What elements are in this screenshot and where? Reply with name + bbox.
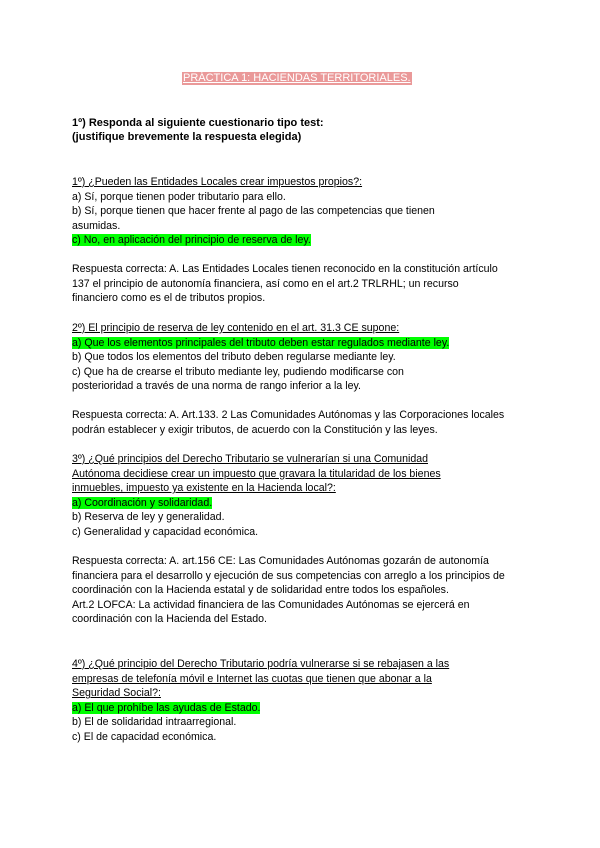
question-3 bbox=[72, 452, 532, 540]
question-4-text-line-1: 4º) ¿Qué principio del Derecho Tributario podría vulnerarse si se rebajasen a las bbox=[72, 658, 450, 670]
question-1-answer bbox=[72, 262, 532, 306]
question-3-answer-line-1: Respuesta correcta: A. art.156 CE: Las Comunidades Autónomas gozarán de autonomía bbox=[72, 555, 489, 567]
question-2-answer-line-1: Respuesta correcta: A. Art.133. 2 Las Comunidades Autónomas y las Corporaciones locales bbox=[72, 409, 505, 421]
question-1-answer-line-1: Respuesta correcta: A. Las Entidades Locales tienen reconocido en la constitución artículo bbox=[72, 263, 498, 275]
question-1-option-a: a) Sí, porque tienen poder tributario para ello. bbox=[72, 190, 286, 203]
instructions-line-1: 1º) Responda al siguiente cuestionario tipo test: bbox=[72, 117, 324, 129]
question-1-option-b-cont: asumidas. bbox=[72, 219, 121, 232]
question-4-text-line-3: Seguridad Social?: bbox=[72, 687, 161, 700]
question-2-answer bbox=[72, 408, 532, 437]
question-4-option-a-highlighted: a) El que prohíbe las ayudas de Estado. bbox=[72, 701, 261, 714]
question-2 bbox=[72, 321, 532, 394]
instructions-line-2: (justifique brevemente la respuesta elegida) bbox=[72, 131, 302, 143]
question-4-option-c: c) El de capacidad económica. bbox=[72, 730, 217, 743]
document-title: PRÁCTICA 1: HACIENDAS TERRITORIALES. bbox=[183, 72, 411, 84]
question-1-answer-line-3: financiero como es el de tributos propios. bbox=[72, 292, 266, 305]
question-1-text: 1º) ¿Pueden las Entidades Locales crear impuestos propios?: bbox=[72, 176, 363, 188]
question-3-text-line-2: Autónoma decidiese crear un impuesto que gravara la titularidad de los bienes bbox=[72, 467, 441, 480]
question-1-option-c-highlighted: c) No, en aplicación del principio de reserva de ley. bbox=[72, 234, 311, 247]
question-3-option-a-highlighted: a) Coordinación y solidaridad. bbox=[72, 496, 213, 509]
question-1-option-b: b) Sí, porque tienen que hacer frente al pago de las competencias que tienen bbox=[72, 205, 435, 218]
question-2-option-c: c) Que ha de crearse el tributo mediante ley, pudiendo modificarse con bbox=[72, 365, 404, 378]
instructions bbox=[72, 116, 532, 144]
question-2-answer-line-2: podrán establecer y exigir tributos, de acuerdo con la Constitución y las leyes. bbox=[72, 423, 438, 436]
question-2-text: 2º) El principio de reserva de ley contenido en el art. 31.3 CE supone: bbox=[72, 322, 400, 334]
question-3-answer-line-3: coordinación con la Hacienda estatal y de solidaridad entre todos los españoles. bbox=[72, 584, 449, 597]
question-3-option-c: c) Generalidad y capacidad económica. bbox=[72, 525, 259, 538]
question-3-text-line-1: 3º) ¿Qué principios del Derecho Tributario se vulnerarían si una Comunidad bbox=[72, 453, 428, 465]
question-1 bbox=[72, 175, 532, 248]
question-4-option-b: b) El de solidaridad intraarregional. bbox=[72, 716, 237, 729]
question-2-option-c-cont: posterioridad a través de una norma de rango inferior a la ley. bbox=[72, 380, 361, 393]
question-3-answer bbox=[72, 554, 532, 627]
question-3-answer-line-2: financiera para el desarrollo y ejecución de sus competencias con arreglo a los principios de bbox=[72, 569, 505, 582]
question-2-option-b: b) Que todos los elementos del tributo deben regularse mediante ley. bbox=[72, 351, 396, 364]
question-3-option-b: b) Reserva de ley y generalidad. bbox=[72, 511, 225, 524]
question-4-text-line-2: empresas de telefonía móvil e Internet las cuotas que tienen que abonar a la bbox=[72, 672, 432, 685]
question-1-answer-line-2: 137 el principio de autonomía financiera, así como en el art.2 TRLRHL; un recurso bbox=[72, 277, 459, 290]
question-3-text-line-3: inmuebles, impuesto ya existente en la Hacienda local?: bbox=[72, 482, 336, 495]
question-3-answer-line-4: Art.2 LOFCA: La actividad financiera de las Comunidades Autónomas se ejercerá en bbox=[72, 598, 470, 611]
question-4 bbox=[72, 657, 532, 745]
question-3-answer-line-5: coordinación con la Hacienda del Estado. bbox=[72, 613, 267, 626]
question-2-option-a-highlighted: a) Que los elementos principales del tributo deben estar regulados mediante ley. bbox=[72, 336, 450, 349]
